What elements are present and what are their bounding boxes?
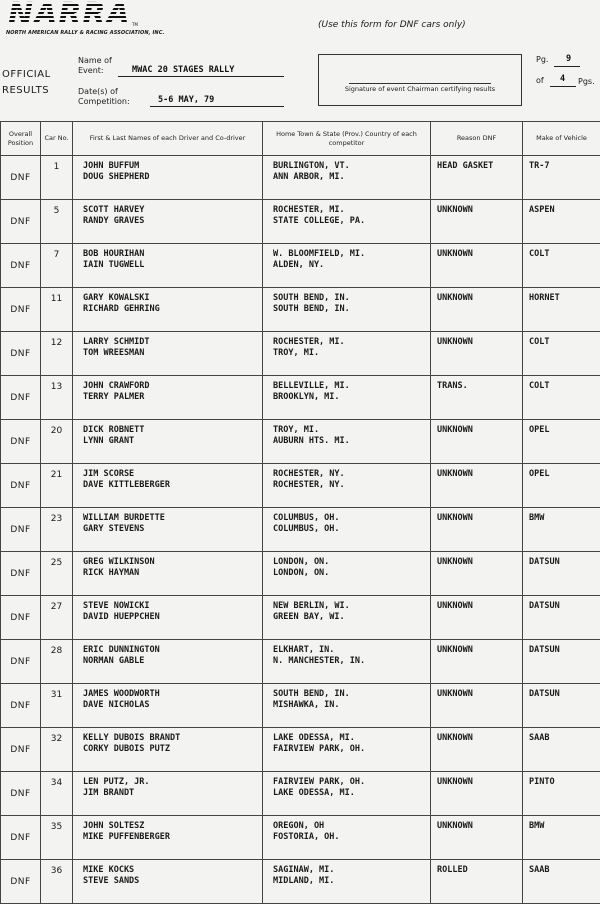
reason-dnf: UNKNOWN: [437, 469, 522, 480]
codriver-hometown: COLUMBUS, OH.: [273, 524, 430, 535]
table-row: [1, 508, 600, 552]
codriver-name: LYNN GRANT: [83, 436, 262, 447]
codriver-hometown: GREEN BAY, WI.: [273, 612, 430, 623]
hometown-cell: [263, 772, 431, 816]
names-cell: [73, 596, 263, 640]
overall-position: DNF: [1, 596, 41, 640]
hometown-cell: [263, 156, 431, 200]
svg-text:TM: TM: [131, 22, 138, 27]
reason-dnf: UNKNOWN: [437, 249, 522, 260]
reason-cell: [431, 552, 523, 596]
total-pages-underline: [550, 86, 576, 87]
car-number: 12: [41, 332, 73, 376]
make-cell: [523, 728, 600, 772]
codriver-name: DAVID HUEPPCHEN: [83, 612, 262, 623]
names-cell: [73, 420, 263, 464]
table-row: [1, 860, 600, 904]
overall-position: DNF: [1, 420, 41, 464]
car-number: 34: [41, 772, 73, 816]
overall-position: DNF: [1, 508, 41, 552]
event-name-label: Name of Event:: [78, 56, 114, 76]
reason-cell: [431, 464, 523, 508]
overall-position: DNF: [1, 288, 41, 332]
dnf-note: (Use this form for DNF cars only): [318, 20, 466, 30]
vehicle-make: PINTO: [529, 777, 600, 788]
codriver-name: JIM BRANDT: [83, 788, 262, 799]
driver-name: DICK ROBNETT: [83, 425, 262, 436]
names-cell: [73, 860, 263, 904]
total-pages: 4: [560, 74, 565, 84]
vehicle-make: SAAB: [529, 865, 600, 876]
car-number: 21: [41, 464, 73, 508]
codriver-hometown: FAIRVIEW PARK, OH.: [273, 744, 430, 755]
driver-hometown: LAKE ODESSA, MI.: [273, 733, 430, 744]
make-cell: [523, 200, 600, 244]
make-cell: [523, 552, 600, 596]
vehicle-make: HORNET: [529, 293, 600, 304]
overall-position: DNF: [1, 156, 41, 200]
table-row: [1, 684, 600, 728]
make-cell: [523, 596, 600, 640]
signature-caption: Signature of event Chairman certifying results: [319, 85, 521, 93]
make-cell: [523, 816, 600, 860]
driver-hometown: BURLINGTON, VT.: [273, 161, 430, 172]
header-car-number: Car No.: [41, 122, 73, 156]
codriver-name: NORMAN GABLE: [83, 656, 262, 667]
driver-hometown: ROCHESTER, MI.: [273, 205, 430, 216]
hometown-cell: [263, 640, 431, 684]
codriver-name: RICK HAYMAN: [83, 568, 262, 579]
reason-cell: [431, 596, 523, 640]
codriver-hometown: N. MANCHESTER, IN.: [273, 656, 430, 667]
driver-name: STEVE NOWICKI: [83, 601, 262, 612]
codriver-hometown: MIDLAND, MI.: [273, 876, 430, 887]
codriver-name: IAIN TUGWELL: [83, 260, 262, 271]
car-number: 13: [41, 376, 73, 420]
reason-cell: [431, 772, 523, 816]
names-cell: [73, 288, 263, 332]
overall-position: DNF: [1, 332, 41, 376]
driver-name: MIKE KOCKS: [83, 865, 262, 876]
reason-dnf: UNKNOWN: [437, 293, 522, 304]
driver-hometown: SOUTH BEND, IN.: [273, 293, 430, 304]
car-number: 27: [41, 596, 73, 640]
car-number: 7: [41, 244, 73, 288]
make-cell: [523, 376, 600, 420]
driver-hometown: LONDON, ON.: [273, 557, 430, 568]
reason-dnf: UNKNOWN: [437, 425, 522, 436]
car-number: 28: [41, 640, 73, 684]
driver-name: JOHN BUFFUM: [83, 161, 262, 172]
overall-position: DNF: [1, 772, 41, 816]
car-number: 25: [41, 552, 73, 596]
reason-dnf: UNKNOWN: [437, 205, 522, 216]
codriver-hometown: AUBURN HTS. MI.: [273, 436, 430, 447]
car-number: 11: [41, 288, 73, 332]
codriver-name: CORKY DUBOIS PUTZ: [83, 744, 262, 755]
hometown-cell: [263, 376, 431, 420]
signature-box: [318, 54, 522, 106]
table-row: [1, 552, 600, 596]
codriver-hometown: ROCHESTER, NY.: [273, 480, 430, 491]
header-hometown: Home Town & State (Prov.) Country of each competitor: [263, 122, 431, 156]
reason-dnf: UNKNOWN: [437, 821, 522, 832]
vehicle-make: BMW: [529, 513, 600, 524]
reason-cell: [431, 684, 523, 728]
table-row: [1, 640, 600, 684]
reason-cell: [431, 508, 523, 552]
page-label: Pg.: [536, 55, 548, 64]
codriver-name: STEVE SANDS: [83, 876, 262, 887]
table-row: [1, 464, 600, 508]
official-results-title: [2, 67, 51, 99]
table-row: [1, 200, 600, 244]
reason-cell: [431, 640, 523, 684]
reason-dnf: UNKNOWN: [437, 601, 522, 612]
vehicle-make: DATSUN: [529, 689, 600, 700]
overall-position: DNF: [1, 684, 41, 728]
make-cell: [523, 772, 600, 816]
reason-cell: [431, 728, 523, 772]
codriver-hometown: LONDON, ON.: [273, 568, 430, 579]
reason-dnf: UNKNOWN: [437, 513, 522, 524]
reason-dnf: UNKNOWN: [437, 557, 522, 568]
driver-name: SCOTT HARVEY: [83, 205, 262, 216]
codriver-name: RANDY GRAVES: [83, 216, 262, 227]
table-row: [1, 244, 600, 288]
names-cell: [73, 640, 263, 684]
car-number: 23: [41, 508, 73, 552]
codriver-name: DAVE KITTLEBERGER: [83, 480, 262, 491]
vehicle-make: DATSUN: [529, 645, 600, 656]
overall-position: DNF: [1, 640, 41, 684]
car-number: 36: [41, 860, 73, 904]
vehicle-make: OPEL: [529, 469, 600, 480]
date-label: Date(s) of Competition:: [78, 87, 148, 107]
driver-name: JOHN SOLTESZ: [83, 821, 262, 832]
driver-name: JAMES WOODWORTH: [83, 689, 262, 700]
hometown-cell: [263, 816, 431, 860]
make-cell: [523, 508, 600, 552]
names-cell: [73, 332, 263, 376]
driver-name: JIM SCORSE: [83, 469, 262, 480]
names-cell: [73, 684, 263, 728]
car-number: 1: [41, 156, 73, 200]
overall-position: DNF: [1, 376, 41, 420]
codriver-hometown: TROY, MI.: [273, 348, 430, 359]
codriver-name: MIKE PUFFENBERGER: [83, 832, 262, 843]
table-row: [1, 420, 600, 464]
driver-name: LEN PUTZ, JR.: [83, 777, 262, 788]
hometown-cell: [263, 288, 431, 332]
reason-dnf: TRANS.: [437, 381, 522, 392]
vehicle-make: SAAB: [529, 733, 600, 744]
vehicle-make: BMW: [529, 821, 600, 832]
names-cell: [73, 728, 263, 772]
driver-hometown: FAIRVIEW PARK, OH.: [273, 777, 430, 788]
driver-hometown: COLUMBUS, OH.: [273, 513, 430, 524]
driver-name: GREG WILKINSON: [83, 557, 262, 568]
names-cell: [73, 464, 263, 508]
vehicle-make: DATSUN: [529, 601, 600, 612]
header-names: First & Last Names of each Driver and Co-driver: [73, 122, 263, 156]
driver-hometown: ROCHESTER, NY.: [273, 469, 430, 480]
reason-cell: [431, 816, 523, 860]
make-cell: [523, 640, 600, 684]
make-cell: [523, 288, 600, 332]
reason-cell: [431, 288, 523, 332]
names-cell: [73, 552, 263, 596]
make-cell: [523, 156, 600, 200]
logo-lettering: NARRA: [8, 0, 131, 28]
reason-cell: [431, 156, 523, 200]
hometown-cell: [263, 728, 431, 772]
hometown-cell: [263, 464, 431, 508]
codriver-name: DOUG SHEPHERD: [83, 172, 262, 183]
hometown-cell: [263, 200, 431, 244]
event-name-underline: [118, 76, 284, 77]
driver-name: LARRY SCHMIDT: [83, 337, 262, 348]
driver-name: BOB HOURIHAN: [83, 249, 262, 260]
make-cell: [523, 420, 600, 464]
official-line: OFFICIAL: [2, 67, 51, 83]
driver-name: JOHN CRAWFORD: [83, 381, 262, 392]
overall-position: DNF: [1, 244, 41, 288]
hometown-cell: [263, 332, 431, 376]
codriver-hometown: STATE COLLEGE, PA.: [273, 216, 430, 227]
codriver-hometown: ALDEN, NY.: [273, 260, 430, 271]
driver-hometown: NEW BERLIN, WI.: [273, 601, 430, 612]
make-cell: [523, 332, 600, 376]
codriver-name: TOM WREESMAN: [83, 348, 262, 359]
table-row: [1, 816, 600, 860]
make-cell: [523, 244, 600, 288]
make-cell: [523, 860, 600, 904]
overall-position: DNF: [1, 552, 41, 596]
driver-hometown: ROCHESTER, MI.: [273, 337, 430, 348]
table-row: [1, 728, 600, 772]
make-cell: [523, 684, 600, 728]
reason-dnf: UNKNOWN: [437, 689, 522, 700]
dnf-results-table: [0, 121, 600, 904]
vehicle-make: COLT: [529, 249, 600, 260]
page-underline: [554, 66, 580, 67]
driver-name: KELLY DUBOIS BRANDT: [83, 733, 262, 744]
table-row: [1, 596, 600, 640]
results-line: RESULTS: [2, 83, 51, 99]
narra-logo: [6, 0, 166, 28]
date-underline: [150, 106, 284, 107]
vehicle-make: COLT: [529, 337, 600, 348]
names-cell: [73, 772, 263, 816]
overall-position: DNF: [1, 816, 41, 860]
reason-cell: [431, 200, 523, 244]
driver-hometown: TROY, MI.: [273, 425, 430, 436]
codriver-name: GARY STEVENS: [83, 524, 262, 535]
reason-dnf: UNKNOWN: [437, 337, 522, 348]
of-label: of: [536, 76, 544, 85]
codriver-hometown: LAKE ODESSA, MI.: [273, 788, 430, 799]
driver-name: ERIC DUNNINGTON: [83, 645, 262, 656]
codriver-name: TERRY PALMER: [83, 392, 262, 403]
header-overall-position: Overall Position: [1, 122, 41, 156]
overall-position: DNF: [1, 860, 41, 904]
event-name-value: MWAC 20 STAGES RALLY: [132, 65, 234, 75]
hometown-cell: [263, 508, 431, 552]
reason-cell: [431, 860, 523, 904]
make-cell: [523, 464, 600, 508]
reason-dnf: UNKNOWN: [437, 777, 522, 788]
reason-cell: [431, 376, 523, 420]
reason-cell: [431, 332, 523, 376]
names-cell: [73, 508, 263, 552]
table-row: [1, 772, 600, 816]
names-cell: [73, 200, 263, 244]
vehicle-make: COLT: [529, 381, 600, 392]
codriver-name: RICHARD GEHRING: [83, 304, 262, 315]
hometown-cell: [263, 552, 431, 596]
vehicle-make: OPEL: [529, 425, 600, 436]
driver-hometown: SAGINAW, MI.: [273, 865, 430, 876]
pgs-label: Pgs.: [578, 77, 595, 86]
reason-cell: [431, 244, 523, 288]
organization-name: NORTH AMERICAN RALLY & RACING ASSOCIATION, INC.: [6, 30, 164, 36]
driver-name: WILLIAM BURDETTE: [83, 513, 262, 524]
car-number: 35: [41, 816, 73, 860]
vehicle-make: TR-7: [529, 161, 600, 172]
table-row: [1, 332, 600, 376]
hometown-cell: [263, 244, 431, 288]
signature-line: [349, 83, 491, 84]
driver-hometown: ELKHART, IN.: [273, 645, 430, 656]
names-cell: [73, 244, 263, 288]
driver-hometown: OREGON, OH: [273, 821, 430, 832]
header-reason-dnf: Reason DNF: [431, 122, 523, 156]
table-row: [1, 156, 600, 200]
names-cell: [73, 816, 263, 860]
overall-position: DNF: [1, 464, 41, 508]
reason-dnf: UNKNOWN: [437, 733, 522, 744]
overall-position: DNF: [1, 728, 41, 772]
vehicle-make: DATSUN: [529, 557, 600, 568]
driver-hometown: W. BLOOMFIELD, MI.: [273, 249, 430, 260]
codriver-hometown: ANN ARBOR, MI.: [273, 172, 430, 183]
car-number: 20: [41, 420, 73, 464]
codriver-hometown: MISHAWKA, IN.: [273, 700, 430, 711]
table-header-row: [1, 122, 600, 156]
vehicle-make: ASPEN: [529, 205, 600, 216]
car-number: 5: [41, 200, 73, 244]
date-value: 5-6 MAY, 79: [158, 95, 214, 105]
reason-dnf: HEAD GASKET: [437, 161, 522, 172]
reason-cell: [431, 420, 523, 464]
hometown-cell: [263, 684, 431, 728]
reason-dnf: ROLLED: [437, 865, 522, 876]
hometown-cell: [263, 420, 431, 464]
driver-hometown: BELLEVILLE, MI.: [273, 381, 430, 392]
hometown-cell: [263, 596, 431, 640]
codriver-hometown: BROOKLYN, MI.: [273, 392, 430, 403]
car-number: 32: [41, 728, 73, 772]
names-cell: [73, 376, 263, 420]
table-row: [1, 376, 600, 420]
page-number: 9: [566, 54, 571, 64]
overall-position: DNF: [1, 200, 41, 244]
hometown-cell: [263, 860, 431, 904]
table-row: [1, 288, 600, 332]
header-make: Make of Vehicle: [523, 122, 600, 156]
names-cell: [73, 156, 263, 200]
driver-name: GARY KOWALSKI: [83, 293, 262, 304]
car-number: 31: [41, 684, 73, 728]
codriver-hometown: SOUTH BEND, IN.: [273, 304, 430, 315]
codriver-hometown: FOSTORIA, OH.: [273, 832, 430, 843]
reason-dnf: UNKNOWN: [437, 645, 522, 656]
codriver-name: DAVE NICHOLAS: [83, 700, 262, 711]
driver-hometown: SOUTH BEND, IN.: [273, 689, 430, 700]
